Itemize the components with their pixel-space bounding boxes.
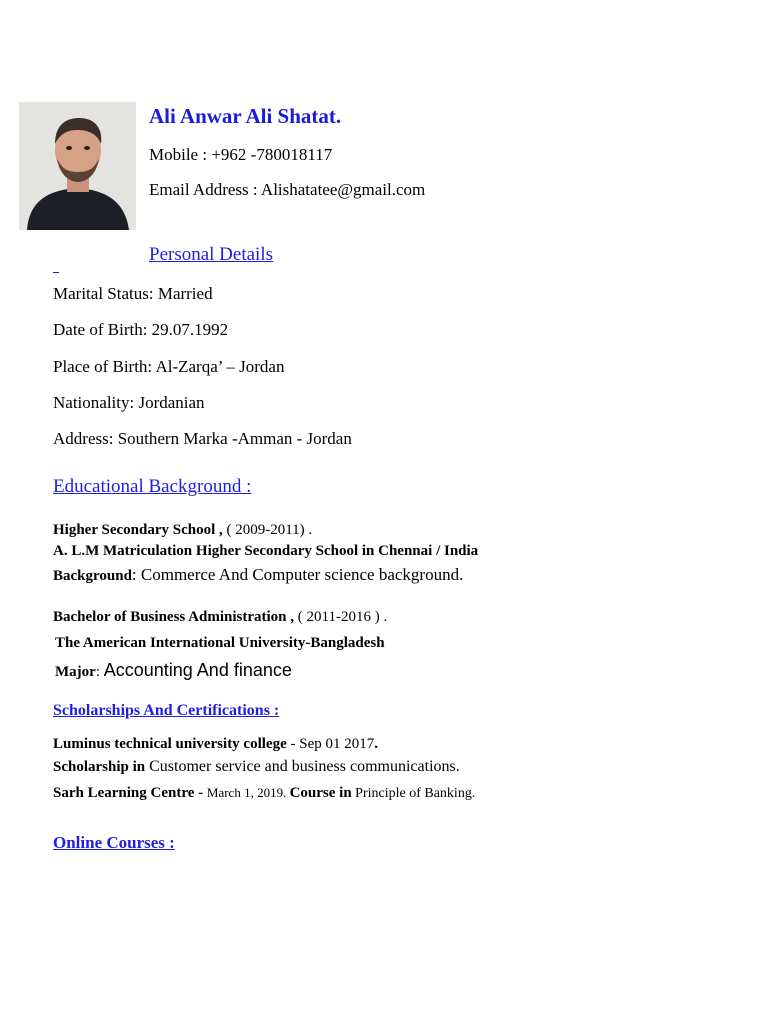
school-institution: A. L.M Matriculation Higher Secondary School in Chennai / India [53,543,479,559]
school-title: Higher Secondary School , [53,522,227,538]
bachelor-years: ( 2011-2016 ) . [297,609,388,625]
school-background-value: : Commerce And Computer science background. [131,565,464,584]
school-line [53,522,312,539]
link-underline-mark [53,272,59,273]
school-background-label: Background [53,568,132,584]
course-label: Course in [289,785,352,801]
online-courses-heading[interactable]: Online Courses : [53,833,175,852]
person-photo-icon [19,102,136,230]
scholarships-heading[interactable]: Scholarships And Certifications : [53,702,280,719]
scholarship-line-1: Luminus technical university college - Sep 01 2017. [53,736,378,752]
bachelor-major-label: Major [55,664,96,680]
scholarship-line-2 [53,758,460,776]
personal-details-heading[interactable]: Personal Details [149,244,274,265]
scholarship-label: Scholarship in [53,759,146,775]
bachelor-major: Major: Accounting And finance [55,660,292,680]
profile-photo [19,102,136,230]
scholarship-college: Luminus technical university college [53,736,287,752]
marital-status: Marital Status: Married [53,284,213,303]
scholarship-subject: Customer service and business communications. [145,758,460,775]
school-background [53,565,463,585]
email-address: Email Address : Alishatatee@gmail.com [149,180,426,199]
course-date: March 1, 2019. [206,785,290,800]
applicant-name: Ali Anwar Ali Shatat. [149,104,342,128]
place-of-birth: Place of Birth: Al-Zarqa’ – Jordan [53,357,285,376]
bachelor-institution: The American International University-Bangladesh [55,635,385,651]
bachelor-major-value: Accounting And finance [103,660,292,680]
nationality: Nationality: Jordanian [53,393,205,412]
educational-background-heading[interactable]: Educational Background : [53,476,252,497]
mobile-number: Mobile : +962 -780018117 [149,145,333,164]
bachelor-line [53,609,387,626]
date-of-birth: Date of Birth: 29.07.1992 [53,320,229,339]
learning-centre: Sarh Learning Centre - [53,785,207,801]
school-years: ( 2009-2011) . [226,522,313,538]
address: Address: Southern Marka -Amman - Jordan [53,429,352,448]
scholarship-line-3 [53,785,475,802]
bachelor-title: Bachelor of Business Administration , [53,609,298,625]
scholarship-date: - Sep 01 2017 [286,736,375,752]
course-subject: Principle of Banking. [351,786,476,801]
